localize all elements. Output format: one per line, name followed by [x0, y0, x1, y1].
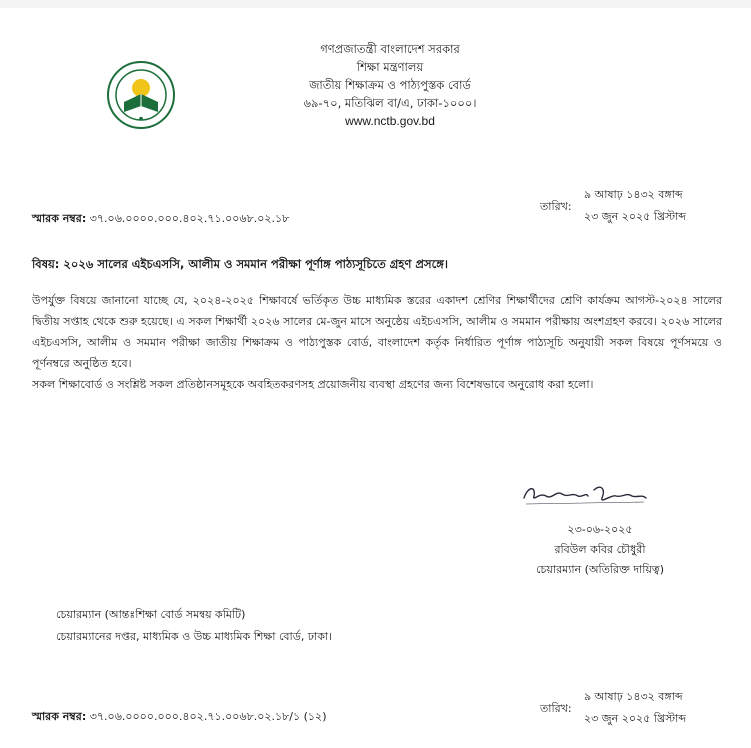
date-label: তারিখ:	[540, 200, 572, 213]
date-block-2	[540, 688, 740, 728]
body-paragraph-1: উপর্যুক্ত বিষয়ে জানানো যাচ্ছে যে, ২০২৪-২০২৫ শিক্ষাবর্ষে ভর্তিকৃত উচ্চ মাধ্যমিক স্তরের একাদশ শ্রেণির শিক্ষার্থীদের শ্রেণি কার্যক্রম আগস্ট-২০২৪ সালের দ্বিতীয় সপ্তাহ থেকে শুরু হয়েছে। এ সকল শিক্ষার্থী ২০২৬ সালের মে-জুন মাসে অনুষ্ঠেয় এইচএসসি, আলীম ও সমমান পরীক্ষায় অংশগ্রহণ করবে। ২০২৬ সালের এইচএসসি, আলীম ও সমমান পরীক্ষা জাতীয় শিক্ষাক্রম ও পাঠ্যপুস্তক বোর্ড, বাংলাদেশ কর্তৃক নির্ধারিত পূর্ণাঙ্গ পাঠ্যসূচি অনুযায়ী সকল বিষয়ে পূর্ণসময়ে ও পূর্ণনম্বরে অনুষ্ঠিত হবে।	[32, 294, 722, 370]
signature-image	[516, 480, 656, 510]
memo-number-line	[32, 210, 289, 229]
nctb-logo-icon	[106, 60, 176, 130]
board-name: জাতীয় শিক্ষাক্রম ও পাঠ্যপুস্তক বোর্ড	[309, 78, 471, 92]
recipient-line-2: চেয়ারম্যানের দপ্তর, মাধ্যমিক ও উচ্চ মাধ্যমিক শিক্ষা বোর্ড, ঢাকা।	[56, 630, 333, 643]
signatory-designation: চেয়ারম্যান (অতিরিক্ত দায়িত্ব)	[536, 563, 664, 576]
date-block	[540, 186, 740, 226]
date-bangla: ৯ আষাঢ় ১৪৩২ বঙ্গাব্দ	[584, 188, 683, 201]
signatory-name: রবিউল কবির চৌধুরী	[554, 543, 646, 556]
recipient-line-1: চেয়ারম্যান (আন্তঃশিক্ষা বোর্ড সমন্বয় কমিটি)	[56, 608, 246, 621]
gov-name: গণপ্রজাতন্ত্রী বাংলাদেশ সরকার	[320, 42, 460, 56]
svg-text:●: ●	[138, 116, 144, 122]
sign-date: ২৩-০৬-২০২৫	[567, 523, 633, 536]
recipient-block	[56, 604, 332, 648]
ministry-name: শিক্ষা মন্ত্রণালয়	[356, 60, 424, 74]
memo-number-2: ৩৭.০৬.০০০০.০০০.৪০২.৭১.০০৬৮.০২.১৮/১ (১২)	[89, 710, 327, 723]
body-paragraph-2: সকল শিক্ষাবোর্ড ও সংশ্লিষ্ট সকল প্রতিষ্ঠানসমূহকে অবহিতকরণসহ প্রয়োজনীয় ব্যবস্থা গ্রহণের জন্য বিশেষভাবে অনুরোধ করা হলো।	[32, 378, 594, 391]
date-bangla-2: ৯ আষাঢ় ১৪৩২ বঙ্গাব্দ	[584, 690, 683, 703]
scan-edge	[0, 0, 751, 8]
date-gregorian-2: ২৩ জুন ২০২৫ খ্রিস্টাব্দ	[584, 712, 687, 725]
letter-body	[32, 290, 722, 395]
memo-label: স্মারক নম্বর:	[32, 212, 87, 225]
address: ৬৯-৭০, মতিঝিল বা/এ, ঢাকা-১০০০।	[303, 96, 477, 110]
date-label-2: তারিখ:	[540, 702, 572, 715]
letterhead	[230, 40, 550, 130]
website-link[interactable]: www.nctb.gov.bd	[345, 114, 435, 128]
subject-line: বিষয়: ২০২৬ সালের এইচএসসি, আলীম ও সমমান পরীক্ষা পূর্ণাঙ্গ পাঠ্যসূচিতে গ্রহণ প্রসঙ্গে।	[32, 257, 448, 271]
date-gregorian: ২৩ জুন ২০২৫ খ্রিস্টাব্দ	[584, 210, 687, 223]
signatory-block	[500, 520, 700, 580]
memo-label-2: স্মারক নম্বর:	[32, 710, 87, 723]
memo-number: ৩৭.০৬.০০০০.০০০.৪০২.৭১.০০৬৮.০২.১৮	[89, 212, 290, 225]
memo-number-line-2	[32, 708, 327, 727]
